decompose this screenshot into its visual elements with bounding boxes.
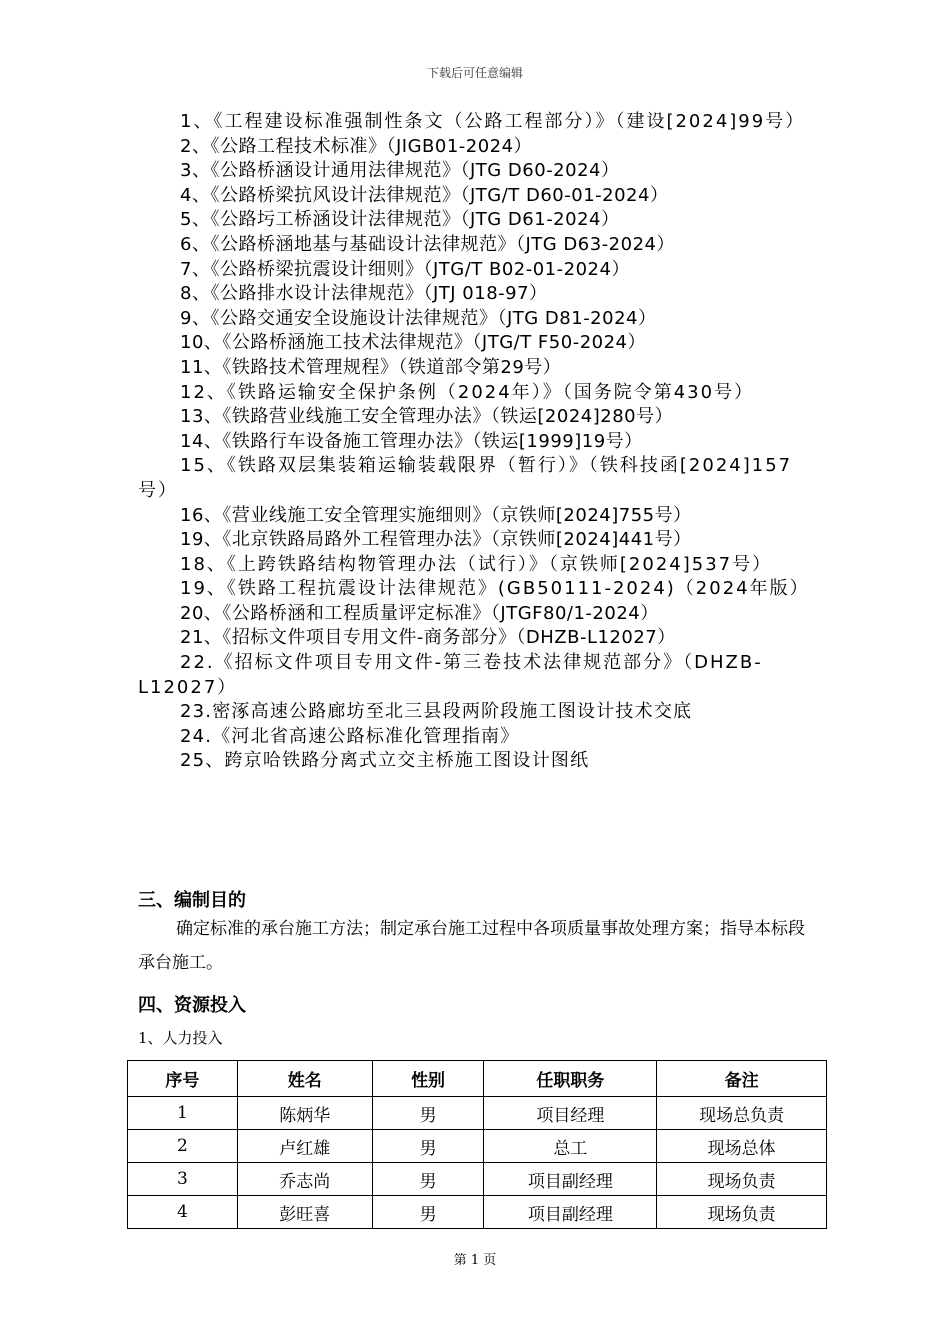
col-header-gender: 性别 bbox=[372, 1061, 484, 1097]
subheading-manpower: 1、人力投入 bbox=[138, 1029, 223, 1047]
col-header-remark: 备注 bbox=[657, 1061, 827, 1097]
cell-position: 总工 bbox=[484, 1130, 657, 1163]
reference-item: 9、《公路交通安全设施设计法律规范》（JTG D81-2024） bbox=[180, 307, 657, 329]
reference-item: 5、《公路圬工桥涵设计法律规范》（JTG D61-2024） bbox=[180, 209, 620, 231]
col-header-name: 姓名 bbox=[237, 1061, 372, 1097]
reference-item: 20、《公路桥涵和工程质量评定标准》（JTGF80/1-2024） bbox=[180, 602, 659, 624]
cell-remark: 现场负责 bbox=[657, 1196, 827, 1229]
reference-item: 4、《公路桥梁抗风设计法律规范》（JTG/T D60-01-2024） bbox=[180, 184, 669, 206]
table-row bbox=[128, 1196, 827, 1229]
cell-gender: 男 bbox=[372, 1130, 484, 1163]
reference-item: 2、《公路工程技术标准》（JIGB01-2024） bbox=[180, 135, 533, 157]
cell-name: 陈炳华 bbox=[237, 1097, 372, 1130]
cell-name: 卢红雄 bbox=[237, 1130, 372, 1163]
reference-item: 13、《铁路营业线施工安全管理办法》（铁运[2024]280号） bbox=[180, 406, 674, 428]
cell-gender: 男 bbox=[372, 1196, 484, 1229]
cell-remark: 现场总体 bbox=[657, 1130, 827, 1163]
reference-item: 6、《公路桥涵地基与基础设计法律规范》（JTG D63-2024） bbox=[180, 233, 675, 255]
cell-remark: 现场总负责 bbox=[657, 1097, 827, 1130]
table-row bbox=[128, 1097, 827, 1130]
cell-position: 项目经理 bbox=[484, 1097, 657, 1130]
section-heading-resources: 四、资源投入 bbox=[138, 995, 246, 1016]
cell-position: 项目副经理 bbox=[484, 1163, 657, 1196]
cell-position: 项目副经理 bbox=[484, 1196, 657, 1229]
reference-item: 21、《招标文件项目专用文件-商务部分》（DHZB-L12027） bbox=[180, 627, 676, 649]
table-row bbox=[128, 1163, 827, 1196]
reference-item: 15、《铁路双层集装箱运输装载限界（暂行）》（铁科技函[2024]157号） bbox=[138, 455, 793, 501]
page-number: 第 1 页 bbox=[453, 1253, 497, 1268]
section-heading-purpose: 三、编制目的 bbox=[138, 890, 246, 911]
reference-item: 18、《上跨铁路结构物管理办法（试行）》（京铁师[2024]537号） bbox=[180, 553, 773, 575]
cell-gender: 男 bbox=[372, 1097, 484, 1130]
reference-item: 11、《铁路技术管理规程》（铁道部令第29号） bbox=[180, 356, 562, 378]
reference-item: 22.《招标文件项目专用文件-第三卷技术法律规范部分》（DHZB-L12027） bbox=[138, 652, 763, 698]
cell-index: 2 bbox=[128, 1130, 238, 1163]
reference-item: 10、《公路桥涵施工技术法律规范》（JTG/T F50-2024） bbox=[180, 332, 646, 354]
cell-name: 彭旺喜 bbox=[237, 1196, 372, 1229]
reference-item: 1、《工程建设标准强制性条文（公路工程部分）》（建设[2024]99号） bbox=[180, 111, 806, 132]
col-header-position: 任职职务 bbox=[484, 1061, 657, 1097]
reference-item: 19、《铁路工程抗震设计法律规范》(GB50111-2024)（2024年版） bbox=[180, 578, 810, 600]
staff-table bbox=[127, 1060, 827, 1229]
purpose-paragraph: 确定标准的承台施工方法；制定承台施工过程中各项质量事故处理方案；指导本标段承台施工。 bbox=[138, 919, 805, 973]
cell-index: 3 bbox=[128, 1163, 238, 1196]
reference-item: 24.《河北省高速公路标准化管理指南》 bbox=[180, 725, 520, 747]
reference-item: 16、《营业线施工安全管理实施细则》（京铁师[2024]755号） bbox=[180, 504, 692, 526]
cell-index: 1 bbox=[128, 1097, 238, 1130]
reference-item: 7、《公路桥梁抗震设计细则》（JTG/T B02-01-2024） bbox=[180, 258, 630, 280]
reference-item: 23.密涿高速公路廊坊至北三县段两阶段施工图设计技术交底 bbox=[180, 701, 693, 723]
reference-item: 14、《铁路行车设备施工管理办法》（铁运[1999]19号） bbox=[180, 430, 643, 452]
cell-index: 4 bbox=[128, 1196, 238, 1229]
reference-item: 19、《北京铁路局路外工程管理办法》（京铁师[2024]441号） bbox=[180, 529, 692, 551]
reference-item: 25、跨京哈铁路分离式立交主桥施工图设计图纸 bbox=[180, 750, 590, 772]
reference-item: 8、《公路排水设计法律规范》（JTJ 018-97） bbox=[180, 283, 548, 305]
cell-gender: 男 bbox=[372, 1163, 484, 1196]
cell-name: 乔志尚 bbox=[237, 1163, 372, 1196]
table-header-row bbox=[128, 1061, 827, 1097]
reference-item: 3、《公路桥涵设计通用法律规范》（JTG D60-2024） bbox=[180, 160, 620, 182]
reference-item: 12、《铁路运输安全保护条例（2024年）》（国务院令第430号） bbox=[180, 381, 755, 403]
cell-remark: 现场负责 bbox=[657, 1163, 827, 1196]
col-header-index: 序号 bbox=[128, 1061, 238, 1097]
page-header-note: 下载后可任意编辑 bbox=[426, 66, 523, 80]
reference-list bbox=[138, 110, 818, 774]
table-row bbox=[128, 1130, 827, 1163]
